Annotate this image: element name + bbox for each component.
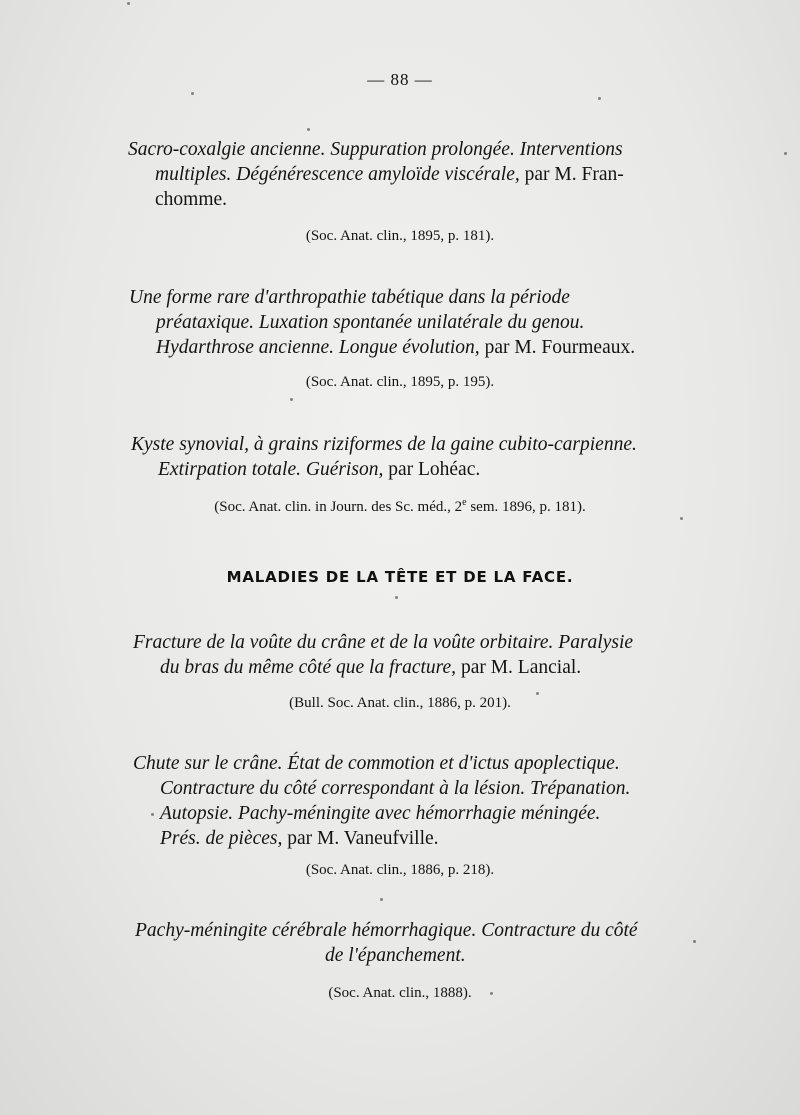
scan-speck xyxy=(191,92,194,95)
entry-title: du bras du même côté que la fracture, xyxy=(160,657,457,678)
entry-title: multiples. Dégénérescence amyloïde viscérale, xyxy=(155,164,520,185)
reference-text: (Soc. Anat. clin. in Journ. des Sc. méd., 2 xyxy=(214,499,463,515)
entry-title: Prés. de pièces, xyxy=(160,828,283,849)
entry-title: Contracture du côté correspondant à la lésion. Trépanation. xyxy=(160,778,631,799)
scan-speck xyxy=(395,596,398,599)
entry-author: chomme. xyxy=(155,189,228,210)
entry-author: par M. Fran- xyxy=(519,164,624,185)
entry-reference: (Soc. Anat. clin., 1888). xyxy=(328,985,472,1001)
scan-speck xyxy=(784,152,787,155)
entry-title: Kyste synovial, à grains riziformes de la gaine cubito-carpienne. xyxy=(131,434,637,455)
reference-text: sem. 1896, p. 181). xyxy=(466,499,586,515)
entry-title: de l'épanchement. xyxy=(325,945,466,966)
entry-reference: (Bull. Soc. Anat. clin., 1886, p. 201). xyxy=(289,695,511,711)
entry-title: Chute sur le crâne. État de commotion et d'ictus apoplectique. xyxy=(133,753,620,774)
entry-title: Hydarthrose ancienne. Longue évolution, xyxy=(156,337,480,358)
entry-title: Fracture de la voûte du crâne et de la voûte orbitaire. Paralysie xyxy=(133,632,634,653)
entry-reference xyxy=(0,497,800,516)
scan-speck xyxy=(490,992,493,995)
entry-chute-crane xyxy=(133,751,630,851)
reference-superscript: e xyxy=(462,497,467,508)
scan-speck xyxy=(680,517,683,520)
entry-reference: (Soc. Anat. clin., 1895, p. 195). xyxy=(305,374,495,390)
scan-speck xyxy=(290,398,293,401)
entry-reference: (Soc. Anat. clin., 1895, p. 181). xyxy=(305,228,495,244)
entry-arthropathie xyxy=(129,285,635,360)
entry-author: par M. Lancial. xyxy=(456,657,582,678)
scan-speck xyxy=(307,128,310,131)
scan-speck xyxy=(127,2,130,5)
section-heading: MALADIES DE LA TÊTE ET DE LA FACE. xyxy=(226,568,574,586)
scan-speck xyxy=(380,898,383,901)
entry-fracture-voute xyxy=(133,630,633,680)
entry-title: Extirpation totale. Guérison, xyxy=(158,459,384,480)
entry-title: Une forme rare d'arthropathie tabétique dans la période xyxy=(129,287,570,308)
entry-title: préataxique. Luxation spontanée unilatérale du genou. xyxy=(156,312,585,333)
entry-author: par Lohéac. xyxy=(383,459,481,480)
scan-speck xyxy=(151,813,154,816)
entry-author: par M. Fourmeaux. xyxy=(479,337,636,358)
entry-reference: (Soc. Anat. clin., 1886, p. 218). xyxy=(305,862,495,878)
entry-sacro-coxalgie xyxy=(128,137,624,212)
entry-kyste-synovial xyxy=(131,432,637,482)
scan-speck xyxy=(598,97,601,100)
entry-author: par M. Vaneufville. xyxy=(282,828,439,849)
entry-pachy-meningite xyxy=(135,918,638,968)
entry-title: Autopsie. Pachy-méningite avec hémorrhagie méningée. xyxy=(160,803,601,824)
scan-speck xyxy=(536,692,539,695)
scan-speck xyxy=(693,940,696,943)
entry-title: Sacro-coxalgie ancienne. Suppuration prolongée. Interventions xyxy=(128,139,623,160)
entry-title: Pachy-méningite cérébrale hémorrhagique. Contracture du côté xyxy=(135,920,638,941)
page-number: — 88 — xyxy=(367,70,433,89)
